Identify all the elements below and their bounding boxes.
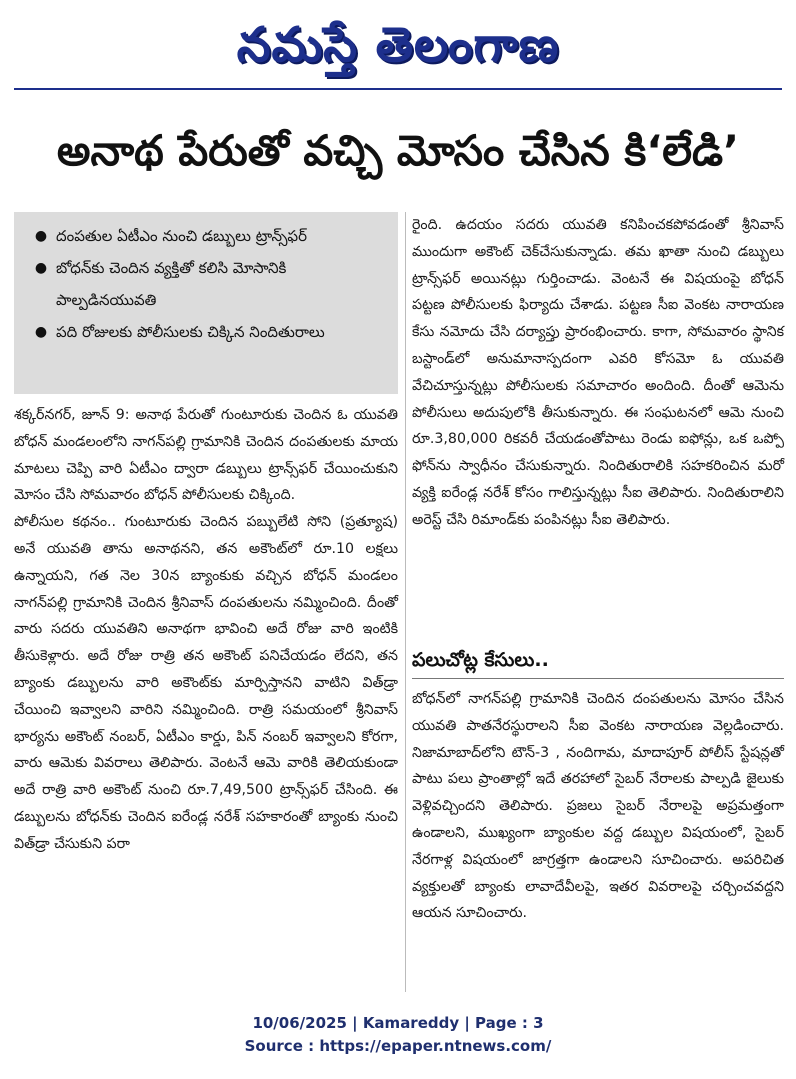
article-paragraph: బోధన్‌లో నాగన్‌పల్లి గ్రామానికి చెందిన దంపతులను మోసం చేసిన యువతి పాతనేరస్థురాలని సీఐ వెంకట నారాయణ వెల్లడించారు. నిజామాబాద్‌లోని టౌన్-3 , నందిగామ, మాదాపూర్ పోలీస్ స్టేషన్లతో పాటు పలు ప్రాంతాల్లో ఇదే తరహాలో సైబర్ నేరాలకు పాల్పడి జైలుకు వెళ్లివచ్చిందని తెలిపారు. ప్రజలు సైబర్ నేరాలపై అప్రమత్తంగా ఉండాలని, ముఖ్యంగా బ్యాంకుల వద్ద డబ్బుల విషయంలో, సైబర్ నేరగాళ్ల విషయంలో జాగ్రత్తగా ఉండాలని సూచించారు. అపరిచిత వ్యక్తులతో బ్యాంకు లావాదేవీలపై, ఇతర వివరాలపై చర్చించవద్దని ఆయన సూచించారు. bbox=[412, 691, 784, 922]
column-divider bbox=[405, 212, 406, 992]
article-paragraph: శక్కర్‌నగర్, జూన్ 9: అనాథ పేరుతో గుంటూరుకు చెందిన ఓ యువతి బోధన్ మండలంలోని నాగన్‌పల్లి గ్రామానికి చెందిన దంపతులకు మాయ మాటలు చెప్పి వారి ఏటీఎం ద్వారా డబ్బులు ట్రాన్స్‌ఫర్ చేయించుకుని మోసం చేసి సోమవారం బోధన్ పోలీసులకు చిక్కింది. bbox=[14, 407, 398, 504]
highlight-item bbox=[26, 316, 388, 348]
bullet-icon: ● bbox=[34, 228, 48, 244]
masthead-divider bbox=[14, 88, 782, 90]
source-link[interactable]: Source : https://epaper.ntnews.com/ bbox=[244, 1037, 552, 1055]
article-column-right-lower bbox=[412, 686, 784, 927]
article-paragraph: పోలీసుల కథనం.. గుంటూరుకు చెందిన పబ్బులేటి సోని (ప్రత్యూష) అనే యువతి తాను అనాథనని, తన అకౌంట్‌లో రూ.10 లక్షలు ఉన్నాయని, గత నెల 30న బ్యాంకుకు వచ్చిన బోధన్ మండలం నాగన్‌పల్లి గ్రామానికి చెందిన శ్రీనివాస్ దంపతులను నమ్మించింది. దీంతో వారు సదరు యువతిని అనాథగా భావించి అదే రోజు వారి ఇంటికి తీసుకెళ్లారు. అదే రోజు రాత్రి తన అకౌంట్ పనిచేయడం లేదని, తన బ్యాంకు డబ్బులను వారి అకౌంట్‌కు మార్పిస్తానని వాటిని విత్‌డ్రా చేయించి ఇవ్వాలని వారిని నమ్మించింది. రాత్రి సమయంలో శ్రీనివాస్ భార్యను అకౌంట్ నంబర్, ఏటీఎం కార్డు, పిన్ నంబర్ ఇవ్వాలని కోరగా, వారు ఆమెకు వివరాలు తెలిపారు. వెంటనే ఆమె వారికి తెలియకుండా అదే రాత్రి వారి అకౌంట్ నుంచి రూ.7,49,500 ట్రాన్స్‌ఫర్ చేసింది. ఈ డబ్బులను బోధన్‌కు చెందిన ఐరేండ్ల నరేశ్ సహకారంతో బ్యాంకు నుంచి విత్‌డ్రా చేసుకుని పరా bbox=[14, 514, 398, 852]
highlight-item bbox=[26, 252, 388, 316]
highlight-text: దంపతుల ఏటీఎం నుంచి డబ్బులు ట్రాన్స్‌ఫర్ bbox=[56, 227, 307, 245]
article-paragraph: రైంది. ఉదయం సదరు యువతి కనిపించకపోవడంతో శ్రీనివాస్ ముందుగా అకౌంట్ చెక్‌చేసుకున్నాడు. తమ ఖాతా నుంచి డబ్బులు ట్రాన్స్‌ఫర్ అయినట్లు గుర్తించాడు. వెంటనే ఈ విషయంపై బోధన్ పట్టణ పోలీసులకు ఫిర్యాదు చేశాడు. పట్టణ సీఐ వెంకట నారాయణ కేసు నమోదు చేసి దర్యాప్తు ప్రారంభించారు. కాగా, సోమవారం స్థానిక బస్టాండ్‌లో అనుమానాస్పదంగా ఎవరి కోసమో ఓ యువతి వేచిచూస్తున్నట్లు పోలీసులకు సమాచారం అందింది. దీంతో ఆమెను పోలీసులు అదుపులోకి తీసుకున్నారు. ఈ సంఘటనలో ఆమె నుంచి రూ.3,80,000 రికవరీ చేయడంతోపాటు రెండు ఐఫోన్లు, ఒక ఒప్పో ఫోన్‌ను స్వాధీనం చేసుకున్నారు. నిందితురాలికి సహకరించిన మరో వ్యక్తి ఐరేండ్ల నరేశ్ కోసం గాలిస్తున్నట్లు సీఐ తెలిపారు. నిందితురాలిని అరెస్ట్ చేసి రిమాండ్‌కు పంపినట్లు సీఐ తెలిపారు. bbox=[412, 217, 784, 528]
edition-info: 10/06/2025 | Kamareddy | Page : 3 bbox=[252, 1014, 544, 1032]
newspaper-masthead: నమస్తే తెలంగాణ bbox=[236, 17, 560, 73]
bullet-icon: ● bbox=[34, 324, 48, 340]
article-subheading: పలుచోట్ల కేసులు.. bbox=[412, 649, 549, 671]
highlight-text: బోధన్‌కు చెందిన వ్యక్తితో కలిసి మోసానికి పాల్పడినయువతి bbox=[56, 259, 287, 309]
subheading-divider bbox=[412, 678, 784, 679]
highlight-item bbox=[26, 220, 388, 252]
page-footer bbox=[0, 1012, 796, 1058]
highlight-text: పది రోజులకు పోలీసులకు చిక్కిన నిందితురాలు bbox=[56, 323, 325, 341]
highlights-box bbox=[14, 212, 398, 394]
article-column-left bbox=[14, 402, 398, 858]
bullet-icon: ● bbox=[34, 260, 48, 276]
article-column-right bbox=[412, 212, 784, 534]
article-headline: అనాథ పేరుతో వచ్చి మోసం చేసిన కి‘లేడి’ bbox=[56, 126, 740, 175]
